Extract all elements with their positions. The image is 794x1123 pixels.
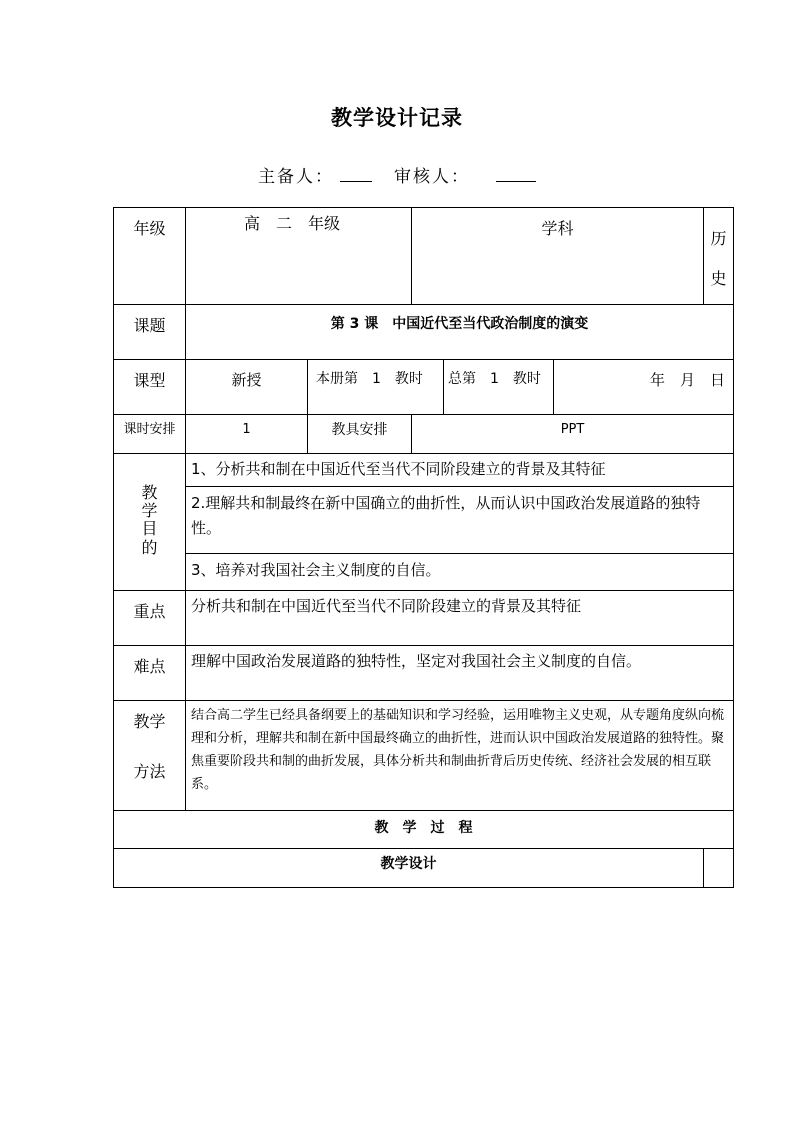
focus-label: 重点 bbox=[114, 591, 186, 646]
topic-label: 课题 bbox=[114, 305, 186, 360]
row-schedule bbox=[114, 415, 734, 454]
goals-char-1: 教 bbox=[141, 482, 158, 502]
row-goal-3 bbox=[114, 554, 734, 591]
grade-label: 年级 bbox=[114, 208, 186, 305]
topic-value: 第 3 课 中国近代至当代政治制度的演变 bbox=[186, 305, 734, 360]
lesson-plan-table bbox=[113, 207, 734, 888]
lesson-type-label: 课型 bbox=[114, 360, 186, 415]
row-method bbox=[114, 701, 734, 811]
tools-label: 教具安排 bbox=[308, 415, 412, 454]
design-heading: 教学设计 bbox=[114, 849, 704, 888]
row-process bbox=[114, 811, 734, 849]
goal-item: 1、分析共和制在中国近代至当代不同阶段建立的背景及其特征 bbox=[186, 454, 734, 487]
lesson-type-value: 新授 bbox=[186, 360, 308, 415]
row-design bbox=[114, 849, 734, 888]
row-lesson-type bbox=[114, 360, 734, 415]
tools-value: PPT bbox=[412, 415, 734, 454]
subject-char-1: 历 bbox=[710, 229, 727, 248]
schedule-label: 课时安排 bbox=[114, 415, 186, 454]
reviewer-label: 审核人： bbox=[394, 167, 470, 187]
method-value: 结合高二学生已经具备纲要上的基础知识和学习经验，运用唯物主义史观，从专题角度纵向梳理和分析，理解共和制在新中国最终确立的曲折性，进而认识中国政治发展道路的独特性。聚焦重要阶段共和制的曲折发展，具体分析共和制曲折背后历史传统、经济社会发展的相互联系。 bbox=[186, 701, 734, 811]
book-hours: 本册第 1 教时 bbox=[308, 360, 444, 415]
schedule-value: 1 bbox=[186, 415, 308, 454]
row-grade-subject bbox=[114, 208, 734, 305]
row-difficulty bbox=[114, 646, 734, 701]
subject-value bbox=[704, 208, 734, 305]
goal-item: 3、培养对我国社会主义制度的自信。 bbox=[186, 554, 734, 591]
method-label-line-2: 方法 bbox=[133, 761, 166, 781]
process-heading: 教 学 过 程 bbox=[114, 811, 734, 849]
method-label-line-1: 教学 bbox=[133, 712, 166, 731]
preparer-blank[interactable] bbox=[340, 165, 372, 182]
goals-char-2: 学 bbox=[141, 500, 158, 520]
preparer-label: 主备人： bbox=[258, 167, 334, 187]
design-side-cell bbox=[704, 849, 734, 888]
grade-value: 高 二 年级 bbox=[186, 208, 412, 305]
row-topic bbox=[114, 305, 734, 360]
date-field: 年 月 日 bbox=[554, 360, 734, 415]
reviewer-blank[interactable] bbox=[496, 165, 536, 182]
document-title: 教学设计记录 bbox=[331, 106, 463, 130]
signers-line bbox=[0, 162, 794, 187]
row-goal-1 bbox=[114, 454, 734, 487]
row-focus bbox=[114, 591, 734, 646]
goals-label bbox=[114, 454, 186, 591]
subject-label: 学科 bbox=[412, 208, 704, 305]
difficulty-value: 理解中国政治发展道路的独特性，坚定对我国社会主义制度的自信。 bbox=[186, 646, 734, 701]
focus-value: 分析共和制在中国近代至当代不同阶段建立的背景及其特征 bbox=[186, 591, 734, 646]
row-goal-2 bbox=[114, 487, 734, 554]
subject-char-2: 史 bbox=[710, 269, 727, 288]
total-hours: 总第 1 教时 bbox=[444, 360, 554, 415]
goal-item: 2.理解共和制最终在新中国确立的曲折性，从而认识中国政治发展道路的独特性。 bbox=[186, 487, 734, 554]
difficulty-label: 难点 bbox=[114, 646, 186, 701]
goals-char-3: 目 bbox=[141, 519, 158, 539]
goals-char-4: 的 bbox=[141, 537, 158, 557]
method-label bbox=[114, 701, 186, 811]
